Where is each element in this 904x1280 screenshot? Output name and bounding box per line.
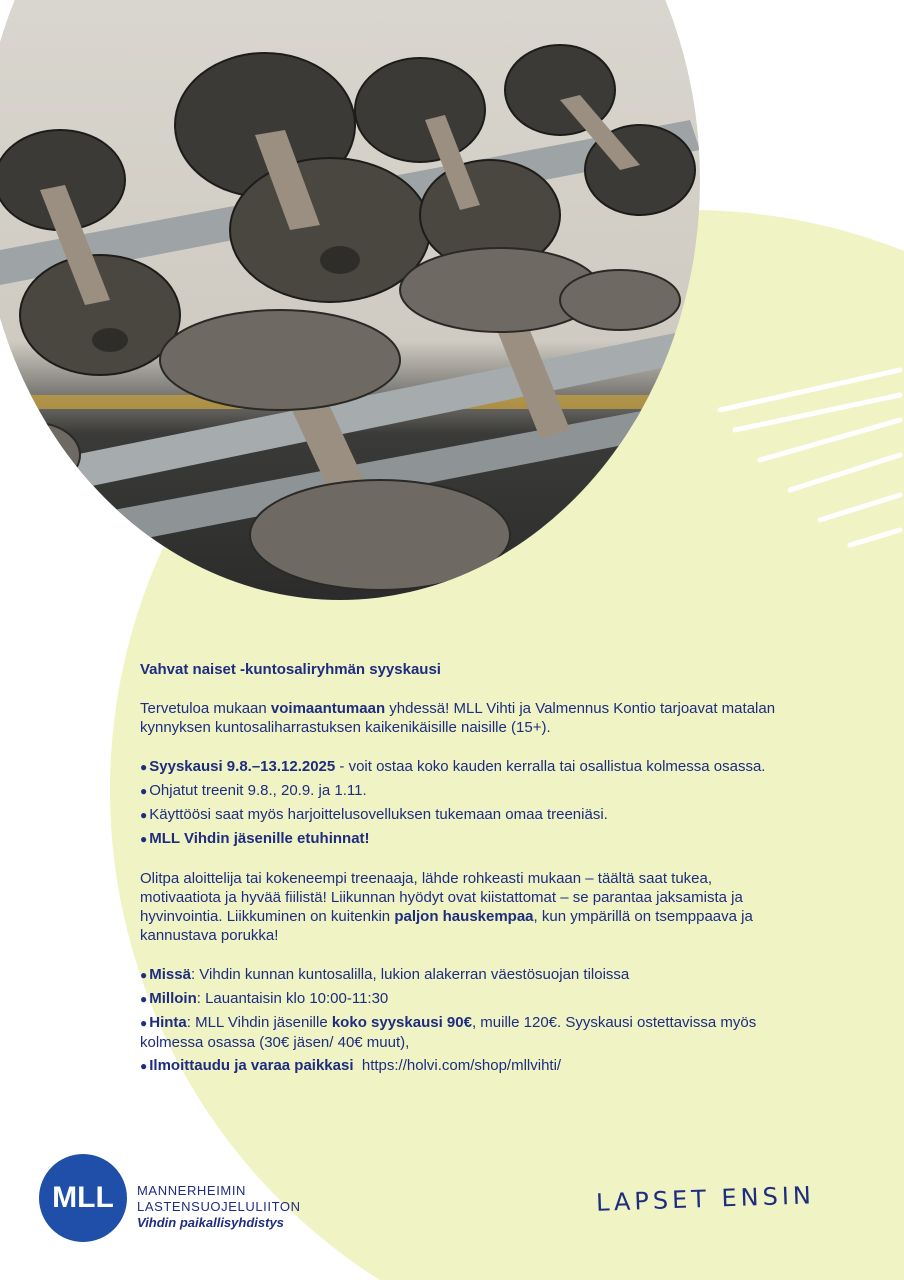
- bullet-dot: ●: [140, 968, 148, 982]
- bullet-dot: ●: [140, 784, 148, 798]
- bullet-season: ● Syyskausi 9.8.–13.12.2025 - voit ostaa koko kauden kerralla tai osallistua kolmessa osassa.: [140, 758, 766, 775]
- bullet-dot: ●: [140, 1059, 148, 1073]
- detail-price: ● Hinta: MLL Vihdin jäsenille koko syyskausi 90€, muille 120€. Syyskausi ostettavissa myös kolmessa osassa (30€ jäsen/ 40€ muut),: [140, 1014, 757, 1051]
- mll-logo-text: [137, 1183, 301, 1231]
- intro-paragraph: Tervetuloa mukaan voimaantumaan yhdessä! MLL Vihti ja Valmennus Kontio tarjoavat matalan kynnyksen kuntosaliharrastuksen kaikenikäisille naisille (15+).: [140, 700, 776, 736]
- body-paragraph: Olitpa aloittelija tai kokeneempi treenaaja, lähde rohkeasti mukaan – täältä saat tukea, motivaatiota ja hyvää fiilistä! Liikunnan hyödyt ovat kiistattomat – se parantaa jaksamista ja hyvinvointia. Liikkuminen on kuitenkin paljon hauskempaa, kun ympärillä on tsemppaava ja kannustava porukka!: [140, 870, 753, 944]
- signup-link[interactable]: https://holvi.com/shop/mllvihti/: [353, 1057, 562, 1074]
- bullet-dot: ●: [140, 760, 148, 774]
- bullet-dot: ●: [140, 1016, 148, 1030]
- bullet-dot: ●: [140, 992, 148, 1006]
- logo-line-1: MANNERHEIMIN: [137, 1183, 247, 1198]
- bullet-guided-trainings: ● Ohjatut treenit 9.8., 20.9. ja 1.11.: [140, 782, 367, 799]
- page-title: Vahvat naiset -kuntosaliryhmän syyskausi: [140, 661, 441, 678]
- mll-logo-abbr: MLL: [52, 1181, 114, 1214]
- main-content: [140, 660, 780, 1080]
- season-bullets: [140, 757, 780, 849]
- detail-signup: ● Ilmoittaudu ja varaa paikkasi https://holvi.com/shop/mllvihti/: [140, 1057, 562, 1074]
- bullet-member-prices: ● MLL Vihdin jäsenille etuhinnat!: [140, 830, 370, 847]
- bullet-dot: ●: [140, 832, 148, 846]
- bullet-dot: ●: [140, 808, 148, 822]
- details-list: [140, 965, 780, 1076]
- logo-line-3: Vihdin paikallisyhdistys: [137, 1215, 284, 1230]
- logo-line-2: LASTENSUOJELULIITON: [137, 1199, 301, 1214]
- bullet-app: ● Käyttöösi saat myös harjoittelusovelluksen tukemaan omaa treeniäsi.: [140, 806, 608, 823]
- detail-where: ● Missä: Vihdin kunnan kuntosalilla, lukion alakerran väestösuojan tiloissa: [140, 966, 630, 983]
- slogan: LAPSET ENSIN: [595, 1181, 816, 1217]
- detail-when: ● Milloin: Lauantaisin klo 10:00-11:30: [140, 990, 389, 1007]
